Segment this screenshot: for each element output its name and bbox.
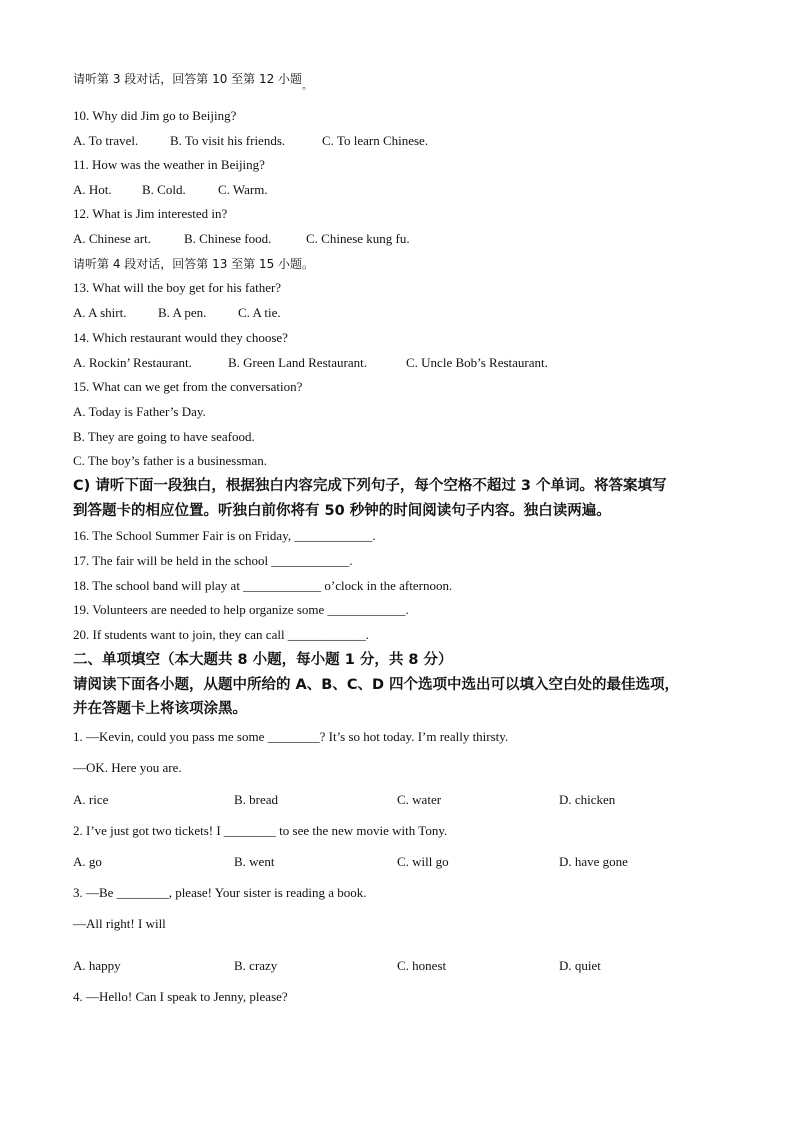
mc-q1-option-a: A. rice: [73, 792, 109, 807]
q12-stem: 12. What is Jim interested in?: [73, 206, 228, 221]
mc-q2-stem: 2. I’ve just got two tickets! I ________ to see the new movie with Tony.: [73, 823, 448, 838]
q15-stem: 15. What can we get from the conversation?: [73, 379, 303, 394]
q13-option-c: C. A tie.: [238, 305, 281, 320]
q10-option-a: A. To travel.: [73, 133, 139, 148]
q10-option-b: B. To visit his friends.: [170, 133, 286, 148]
partc-item-18: 18. The school band will play at ____________ o’clock in the afternoon.: [73, 578, 453, 593]
partc-item-17: 17. The fair will be held in the school ____________.: [73, 553, 353, 568]
part2-instruction-line1: 请阅读下面各小题，从题中所给的 A、B、C、D 四个选项中选出可以填入空白处的最佳选项，: [73, 677, 680, 693]
q12-option-a: A. Chinese art.: [73, 231, 151, 246]
mc-q3-option-a: A. happy: [73, 958, 121, 973]
partc-item-16: 16. The School Summer Fair is on Friday, ____________.: [73, 528, 376, 543]
mc-q3-reply: —All right! I will: [73, 916, 166, 931]
q15-option-a: A. Today is Father’s Day.: [73, 404, 206, 419]
q14-stem: 14. Which restaurant would they choose?: [73, 330, 288, 345]
mc-q3-stem: 3. —Be ________, please! Your sister is reading a book.: [73, 885, 367, 900]
q11-option-c: C. Warm.: [218, 182, 268, 197]
mc-q2-option-d: D. have gone: [559, 854, 628, 869]
mc-q2-option-a: A. go: [73, 854, 102, 869]
q11-option-a: A. Hot.: [73, 182, 112, 197]
part2-title: 二、单项填空（本大题共 8 小题，每小题 1 分，共 8 分）: [73, 652, 453, 668]
section3-instruction: 请听第 3 段对话，回答第 10 至第 12 小题$_。$: [73, 72, 313, 92]
partc-heading-line1: C) 请听下面一段独白，根据独白内容完成下列句子，每个空格不超过 3 个单词。将答案填写: [73, 478, 667, 494]
partc-item-20: 20. If students want to join, they can call ____________.: [73, 627, 370, 642]
mc-q1-option-c: C. water: [397, 792, 442, 807]
q12-option-b: B. Chinese food.: [184, 231, 272, 246]
mc-q1-option-b: B. bread: [234, 792, 279, 807]
mc-q1-option-d: D. chicken: [559, 792, 616, 807]
mc-q1-stem: 1. —Kevin, could you pass me some ________? It’s so hot today. I’m really thirsty.: [73, 729, 509, 744]
q14-option-b: B. Green Land Restaurant.: [228, 355, 367, 370]
q14-option-c: C. Uncle Bob’s Restaurant.: [406, 355, 548, 370]
q10-stem: 10. Why did Jim go to Beijing?: [73, 108, 237, 123]
mc-q2-option-b: B. went: [234, 854, 275, 869]
q15-option-b: B. They are going to have seafood.: [73, 429, 255, 444]
partc-heading-line2: 到答题卡的相应位置。听独白前你将有 50 秒钟的时间阅读句子内容。独白读两遍。: [73, 503, 611, 519]
mc-q2-option-c: C. will go: [397, 854, 449, 869]
q15-option-c: C. The boy’s father is a businessman.: [73, 453, 268, 468]
mc-q3-option-b: B. crazy: [234, 958, 278, 973]
mc-q3-option-d: D. quiet: [559, 958, 601, 973]
q12-option-c: C. Chinese kung fu.: [306, 231, 410, 246]
q10-option-c: C. To learn Chinese.: [322, 133, 429, 148]
q13-stem: 13. What will the boy get for his father?: [73, 280, 282, 295]
q11-stem: 11. How was the weather in Beijing?: [73, 157, 265, 172]
q14-option-a: A. Rockin’ Restaurant.: [73, 355, 192, 370]
part2-instruction-line2: 并在答题卡上将该项涂黑。: [73, 701, 247, 717]
partc-item-19: 19. Volunteers are needed to help organize some ____________.: [73, 602, 409, 617]
q13-option-b: B. A pen.: [158, 305, 207, 320]
mc-q1-reply: —OK. Here you are.: [73, 760, 182, 775]
mc-q3-option-c: C. honest: [397, 958, 447, 973]
section4-instruction: 请听第 4 段对话，回答第 13 至第 15 小题。: [73, 257, 315, 271]
q13-option-a: A. A shirt.: [73, 305, 127, 320]
mc-q4-stem: 4. —Hello! Can I speak to Jenny, please?: [73, 989, 288, 1004]
q11-option-b: B. Cold.: [142, 182, 186, 197]
